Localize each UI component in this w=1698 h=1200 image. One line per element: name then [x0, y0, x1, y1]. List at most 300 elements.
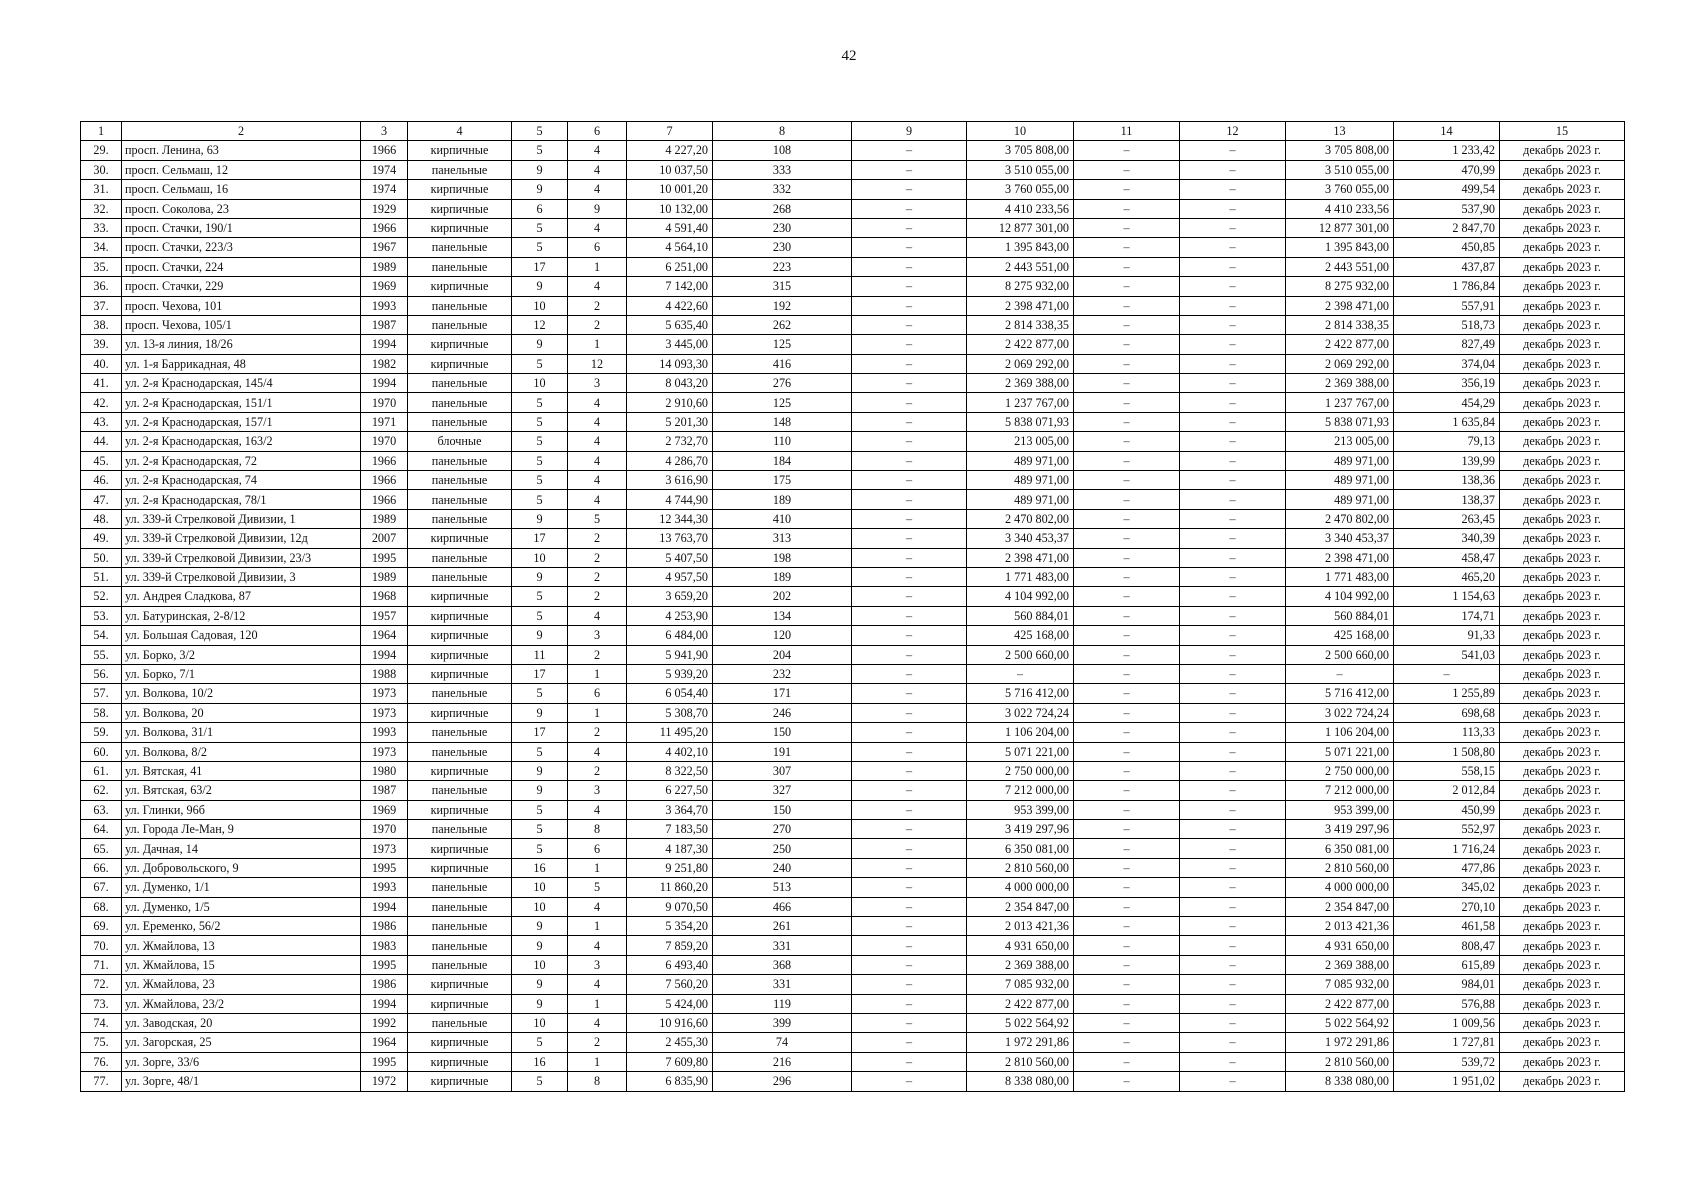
- table-cell: –: [1180, 412, 1286, 431]
- table-cell: декабрь 2023 г.: [1500, 490, 1625, 509]
- table-cell: 2 422 877,00: [967, 335, 1074, 354]
- table-cell: 315: [713, 277, 852, 296]
- table-cell: –: [1180, 781, 1286, 800]
- table-cell: 2 422 877,00: [1286, 335, 1394, 354]
- table-cell: 3 419 297,96: [967, 820, 1074, 839]
- table-cell: –: [1180, 238, 1286, 257]
- table-cell: панельные: [408, 296, 512, 315]
- table-cell: 138,36: [1394, 471, 1500, 490]
- table-cell: 1966: [361, 141, 408, 160]
- table-cell: 953 399,00: [967, 800, 1074, 819]
- table-cell: 1966: [361, 471, 408, 490]
- header-row: [81, 122, 1625, 141]
- table-cell: 9: [512, 994, 568, 1013]
- table-cell: 268: [713, 199, 852, 218]
- table-cell: 1 237 767,00: [1286, 393, 1394, 412]
- table-cell: 1973: [361, 742, 408, 761]
- table-cell: 9 251,80: [627, 858, 713, 877]
- table-cell: –: [852, 471, 967, 490]
- table-cell: 29.: [81, 141, 122, 160]
- table-cell: 2 069 292,00: [1286, 354, 1394, 373]
- table-cell: 333: [713, 160, 852, 179]
- table-cell: 345,02: [1394, 878, 1500, 897]
- table-cell: 4 104 992,00: [967, 587, 1074, 606]
- table-cell: 67.: [81, 878, 122, 897]
- table-cell: 2 354 847,00: [967, 897, 1074, 916]
- table-cell: 3: [568, 955, 627, 974]
- table-cell: 2 369 388,00: [1286, 374, 1394, 393]
- table-cell: 10: [512, 1013, 568, 1032]
- table-cell: 74: [713, 1033, 852, 1052]
- table-cell: 1: [568, 1052, 627, 1071]
- table-cell: 3 340 453,37: [967, 529, 1074, 548]
- table-cell: ул. Жмайлова, 13: [122, 936, 361, 955]
- table-cell: –: [852, 296, 967, 315]
- table-cell: 1987: [361, 781, 408, 800]
- table-cell: 827,49: [1394, 335, 1500, 354]
- table-cell: 16: [512, 858, 568, 877]
- table-cell: –: [1074, 897, 1180, 916]
- table-cell: 134: [713, 606, 852, 625]
- table-cell: 2 750 000,00: [967, 761, 1074, 780]
- table-cell: ул. 2-я Краснодарская, 145/4: [122, 374, 361, 393]
- table-cell: 2 810 560,00: [1286, 1052, 1394, 1071]
- table-cell: –: [852, 858, 967, 877]
- table-cell: кирпичные: [408, 606, 512, 625]
- table-cell: 1989: [361, 257, 408, 276]
- table-cell: панельные: [408, 393, 512, 412]
- table-cell: –: [1074, 354, 1180, 373]
- table-cell: 202: [713, 587, 852, 606]
- table-cell: 2 732,70: [627, 432, 713, 451]
- table-cell: декабрь 2023 г.: [1500, 471, 1625, 490]
- table-cell: декабрь 2023 г.: [1500, 897, 1625, 916]
- table-row: [81, 917, 1625, 936]
- table-cell: 230: [713, 238, 852, 257]
- table-cell: –: [1180, 257, 1286, 276]
- table-cell: 489 971,00: [967, 451, 1074, 470]
- table-cell: 58.: [81, 703, 122, 722]
- table-cell: –: [1074, 1033, 1180, 1052]
- table-cell: –: [1074, 335, 1180, 354]
- table-cell: 262: [713, 315, 852, 334]
- table-cell: 1 972 291,86: [967, 1033, 1074, 1052]
- table-cell: 55.: [81, 645, 122, 664]
- table-cell: 91,33: [1394, 626, 1500, 645]
- table-cell: 9: [512, 509, 568, 528]
- table-row: [81, 160, 1625, 179]
- table-cell: просп. Стачки, 229: [122, 277, 361, 296]
- table-cell: панельные: [408, 567, 512, 586]
- table-cell: декабрь 2023 г.: [1500, 587, 1625, 606]
- table-cell: 4: [568, 218, 627, 237]
- table-cell: –: [1074, 723, 1180, 742]
- table-cell: 1993: [361, 878, 408, 897]
- table-cell: панельные: [408, 955, 512, 974]
- table-cell: 4 000 000,00: [967, 878, 1074, 897]
- table-cell: 4 957,50: [627, 567, 713, 586]
- table-cell: 2 814 338,35: [967, 315, 1074, 334]
- table-cell: 52.: [81, 587, 122, 606]
- table-cell: –: [1074, 141, 1180, 160]
- table-cell: 4 187,30: [627, 839, 713, 858]
- table-cell: панельные: [408, 471, 512, 490]
- table-cell: 13 763,70: [627, 529, 713, 548]
- table-cell: блочные: [408, 432, 512, 451]
- table-cell: –: [1180, 432, 1286, 451]
- table-cell: ул. Заводская, 20: [122, 1013, 361, 1032]
- table-cell: кирпичные: [408, 858, 512, 877]
- table-cell: 3 705 808,00: [967, 141, 1074, 160]
- table-cell: 9: [512, 160, 568, 179]
- table-cell: 8 338 080,00: [967, 1072, 1074, 1091]
- table-cell: 3 659,20: [627, 587, 713, 606]
- table-cell: 171: [713, 684, 852, 703]
- table-cell: 331: [713, 936, 852, 955]
- table-cell: 5 071 221,00: [1286, 742, 1394, 761]
- table-cell: –: [1074, 975, 1180, 994]
- column-header: 5: [512, 122, 568, 141]
- column-header: 8: [713, 122, 852, 141]
- table-cell: кирпичные: [408, 199, 512, 218]
- table-cell: 7 212 000,00: [967, 781, 1074, 800]
- table-cell: 5: [512, 218, 568, 237]
- table-row: [81, 432, 1625, 451]
- table-cell: –: [852, 257, 967, 276]
- table-cell: 1929: [361, 199, 408, 218]
- table-cell: 12 877 301,00: [967, 218, 1074, 237]
- table-cell: 4: [568, 180, 627, 199]
- table-cell: 1989: [361, 509, 408, 528]
- table-cell: 4: [568, 277, 627, 296]
- table-cell: 12 344,30: [627, 509, 713, 528]
- table-cell: декабрь 2023 г.: [1500, 878, 1625, 897]
- table-cell: просп. Стачки, 190/1: [122, 218, 361, 237]
- housing-table: [80, 121, 1625, 1092]
- table-cell: 270,10: [1394, 897, 1500, 916]
- table-cell: декабрь 2023 г.: [1500, 160, 1625, 179]
- table-cell: декабрь 2023 г.: [1500, 509, 1625, 528]
- table-cell: 4 402,10: [627, 742, 713, 761]
- table-cell: ул. Борко, 3/2: [122, 645, 361, 664]
- table-cell: кирпичные: [408, 218, 512, 237]
- table-cell: –: [852, 975, 967, 994]
- table-cell: –: [852, 1013, 967, 1032]
- table-cell: 7 859,20: [627, 936, 713, 955]
- table-cell: 174,71: [1394, 606, 1500, 625]
- table-cell: 57.: [81, 684, 122, 703]
- table-cell: 1987: [361, 315, 408, 334]
- table-cell: 4 410 233,56: [967, 199, 1074, 218]
- table-cell: 2: [568, 587, 627, 606]
- table-cell: 63.: [81, 800, 122, 819]
- table-cell: 7 560,20: [627, 975, 713, 994]
- table-cell: –: [852, 412, 967, 431]
- table-cell: 46.: [81, 471, 122, 490]
- table-cell: –: [852, 645, 967, 664]
- table-cell: 2: [568, 645, 627, 664]
- table-cell: –: [1180, 335, 1286, 354]
- table-cell: 1995: [361, 858, 408, 877]
- table-cell: 2 500 660,00: [1286, 645, 1394, 664]
- table-cell: ул. 13-я линия, 18/26: [122, 335, 361, 354]
- table-cell: кирпичные: [408, 587, 512, 606]
- table-cell: панельные: [408, 490, 512, 509]
- table-cell: 79,13: [1394, 432, 1500, 451]
- table-cell: 356,19: [1394, 374, 1500, 393]
- table-cell: ул. Города Ле-Ман, 9: [122, 820, 361, 839]
- table-cell: 2: [568, 529, 627, 548]
- table-cell: 1994: [361, 994, 408, 1013]
- table-cell: просп. Чехова, 101: [122, 296, 361, 315]
- table-cell: 6: [568, 839, 627, 858]
- table-cell: кирпичные: [408, 354, 512, 373]
- table-cell: –: [1074, 315, 1180, 334]
- table-cell: 2 814 338,35: [1286, 315, 1394, 334]
- table-cell: 9: [512, 180, 568, 199]
- table-cell: 4: [568, 471, 627, 490]
- table-cell: 2 470 802,00: [967, 509, 1074, 528]
- table-cell: 120: [713, 626, 852, 645]
- table-cell: 139,99: [1394, 451, 1500, 470]
- table-cell: 9: [512, 917, 568, 936]
- table-cell: 70.: [81, 936, 122, 955]
- table-cell: 466: [713, 897, 852, 916]
- table-cell: кирпичные: [408, 1072, 512, 1091]
- table-cell: 12: [568, 354, 627, 373]
- table-cell: –: [1074, 742, 1180, 761]
- table-cell: 110: [713, 432, 852, 451]
- table-cell: 1: [568, 917, 627, 936]
- table-cell: 7 212 000,00: [1286, 781, 1394, 800]
- table-cell: –: [1074, 1072, 1180, 1091]
- table-cell: 39.: [81, 335, 122, 354]
- table-cell: –: [1180, 723, 1286, 742]
- table-cell: 1994: [361, 645, 408, 664]
- table-cell: –: [852, 374, 967, 393]
- table-cell: 416: [713, 354, 852, 373]
- table-cell: кирпичные: [408, 761, 512, 780]
- table-cell: кирпичные: [408, 180, 512, 199]
- table-cell: 51.: [81, 567, 122, 586]
- table-cell: 4 000 000,00: [1286, 878, 1394, 897]
- table-cell: 125: [713, 335, 852, 354]
- table-cell: 6 835,90: [627, 1072, 713, 1091]
- table-cell: 184: [713, 451, 852, 470]
- table-cell: –: [1394, 664, 1500, 683]
- table-cell: 1966: [361, 451, 408, 470]
- table-cell: декабрь 2023 г.: [1500, 936, 1625, 955]
- table-cell: –: [852, 936, 967, 955]
- table-cell: декабрь 2023 г.: [1500, 955, 1625, 974]
- table-cell: 5 071 221,00: [967, 742, 1074, 761]
- table-cell: 41.: [81, 374, 122, 393]
- table-cell: –: [852, 994, 967, 1013]
- table-cell: 4 410 233,56: [1286, 199, 1394, 218]
- table-cell: 3 364,70: [627, 800, 713, 819]
- table-row: [81, 509, 1625, 528]
- table-cell: 4: [568, 800, 627, 819]
- table-cell: декабрь 2023 г.: [1500, 781, 1625, 800]
- table-cell: 9: [512, 626, 568, 645]
- table-cell: ул. 2-я Краснодарская, 157/1: [122, 412, 361, 431]
- table-cell: 108: [713, 141, 852, 160]
- table-cell: панельные: [408, 820, 512, 839]
- table-cell: кирпичные: [408, 1033, 512, 1052]
- table-cell: 450,85: [1394, 238, 1500, 257]
- table-cell: 5 716 412,00: [967, 684, 1074, 703]
- table-cell: 454,29: [1394, 393, 1500, 412]
- table-cell: 477,86: [1394, 858, 1500, 877]
- table-cell: ул. 2-я Краснодарская, 78/1: [122, 490, 361, 509]
- table-cell: панельные: [408, 160, 512, 179]
- table-cell: ул. Волкова, 20: [122, 703, 361, 722]
- table-cell: ул. Вятская, 63/2: [122, 781, 361, 800]
- table-cell: панельные: [408, 238, 512, 257]
- table-cell: –: [1180, 587, 1286, 606]
- table-cell: –: [1074, 684, 1180, 703]
- table-cell: 191: [713, 742, 852, 761]
- table-row: [81, 742, 1625, 761]
- table-cell: 2 750 000,00: [1286, 761, 1394, 780]
- table-cell: 2 443 551,00: [1286, 257, 1394, 276]
- table-cell: 1 716,24: [1394, 839, 1500, 858]
- table-row: [81, 1013, 1625, 1032]
- table-cell: –: [852, 548, 967, 567]
- table-cell: 8 275 932,00: [1286, 277, 1394, 296]
- table-cell: –: [1074, 936, 1180, 955]
- table-cell: 399: [713, 1013, 852, 1032]
- table-cell: –: [1074, 374, 1180, 393]
- table-cell: 1: [568, 335, 627, 354]
- table-cell: ул. Жмайлова, 23/2: [122, 994, 361, 1013]
- table-cell: –: [852, 684, 967, 703]
- table-cell: 1970: [361, 393, 408, 412]
- table-cell: 2 810 560,00: [967, 1052, 1074, 1071]
- table-cell: 232: [713, 664, 852, 683]
- table-cell: 31.: [81, 180, 122, 199]
- table-cell: декабрь 2023 г.: [1500, 723, 1625, 742]
- table-cell: 5 308,70: [627, 703, 713, 722]
- table-cell: 410: [713, 509, 852, 528]
- table-cell: –: [1180, 684, 1286, 703]
- table-cell: 5: [512, 742, 568, 761]
- table-cell: 2 398 471,00: [967, 548, 1074, 567]
- table-cell: 246: [713, 703, 852, 722]
- table-cell: 5: [512, 606, 568, 625]
- table-cell: 30.: [81, 160, 122, 179]
- table-cell: 558,15: [1394, 761, 1500, 780]
- table-row: [81, 315, 1625, 334]
- table-cell: –: [1180, 917, 1286, 936]
- table-cell: декабрь 2023 г.: [1500, 393, 1625, 412]
- table-cell: 17: [512, 257, 568, 276]
- table-cell: 489 971,00: [1286, 451, 1394, 470]
- table-cell: –: [852, 703, 967, 722]
- table-cell: 1 727,81: [1394, 1033, 1500, 1052]
- table-cell: 61.: [81, 761, 122, 780]
- table-cell: 72.: [81, 975, 122, 994]
- table-cell: 1 395 843,00: [1286, 238, 1394, 257]
- table-cell: 9 070,50: [627, 897, 713, 916]
- table-cell: 1968: [361, 587, 408, 606]
- table-cell: 537,90: [1394, 199, 1500, 218]
- table-cell: –: [852, 1072, 967, 1091]
- table-cell: 2 422 877,00: [967, 994, 1074, 1013]
- table-cell: 270: [713, 820, 852, 839]
- table-cell: –: [1074, 509, 1180, 528]
- table-cell: 50.: [81, 548, 122, 567]
- table-cell: 489 971,00: [1286, 490, 1394, 509]
- table-cell: ул. Зорге, 48/1: [122, 1072, 361, 1091]
- column-header: 12: [1180, 122, 1286, 141]
- table-cell: 1 154,63: [1394, 587, 1500, 606]
- table-row: [81, 354, 1625, 373]
- table-cell: 10: [512, 878, 568, 897]
- table-cell: 465,20: [1394, 567, 1500, 586]
- table-cell: ул. Еременко, 56/2: [122, 917, 361, 936]
- table-cell: –: [852, 587, 967, 606]
- table-cell: –: [1180, 1013, 1286, 1032]
- table-cell: 75.: [81, 1033, 122, 1052]
- table-cell: 2: [568, 548, 627, 567]
- table-cell: –: [1074, 917, 1180, 936]
- table-row: [81, 1072, 1625, 1091]
- table-row: [81, 936, 1625, 955]
- table-cell: 3 616,90: [627, 471, 713, 490]
- table-cell: 368: [713, 955, 852, 974]
- table-cell: –: [852, 335, 967, 354]
- table-cell: 7 142,00: [627, 277, 713, 296]
- table-cell: просп. Чехова, 105/1: [122, 315, 361, 334]
- table-cell: –: [852, 955, 967, 974]
- table-cell: ул. Думенко, 1/1: [122, 878, 361, 897]
- table-cell: 5: [568, 509, 627, 528]
- table-cell: кирпичные: [408, 1052, 512, 1071]
- table-cell: 4: [568, 606, 627, 625]
- table-row: [81, 1052, 1625, 1071]
- table-cell: ул. 339-й Стрелковой Дивизии, 12д: [122, 529, 361, 548]
- table-cell: 1989: [361, 567, 408, 586]
- table-cell: панельные: [408, 509, 512, 528]
- table-cell: 6: [512, 199, 568, 218]
- table-row: [81, 800, 1625, 819]
- table-cell: 10: [512, 548, 568, 567]
- table-cell: 6 227,50: [627, 781, 713, 800]
- table-row: [81, 490, 1625, 509]
- table-row: [81, 257, 1625, 276]
- table-cell: кирпичные: [408, 141, 512, 160]
- table-cell: панельные: [408, 897, 512, 916]
- table-cell: 2: [568, 761, 627, 780]
- table-cell: –: [852, 723, 967, 742]
- table-cell: 1: [568, 664, 627, 683]
- table-cell: 10: [512, 955, 568, 974]
- table-cell: 539,72: [1394, 1052, 1500, 1071]
- table-cell: 71.: [81, 955, 122, 974]
- table-cell: –: [852, 354, 967, 373]
- table-cell: 2 810 560,00: [1286, 858, 1394, 877]
- table-cell: 2 369 388,00: [1286, 955, 1394, 974]
- table-cell: 6: [568, 684, 627, 703]
- table-cell: 984,01: [1394, 975, 1500, 994]
- table-cell: –: [852, 180, 967, 199]
- table-row: [81, 626, 1625, 645]
- table-cell: 1982: [361, 354, 408, 373]
- table-row: [81, 296, 1625, 315]
- table-cell: декабрь 2023 г.: [1500, 626, 1625, 645]
- table-cell: 2 013 421,36: [1286, 917, 1394, 936]
